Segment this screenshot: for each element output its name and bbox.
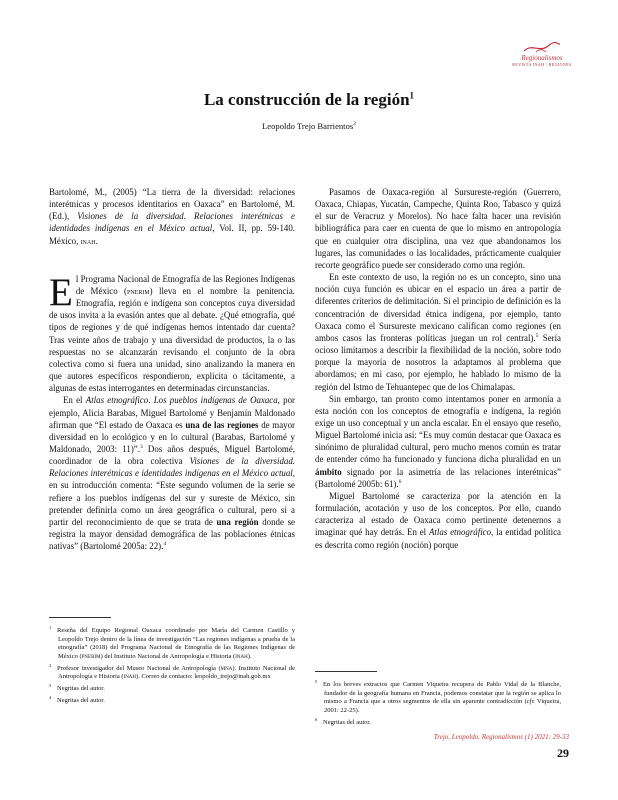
footnote-text: Negritas del autor. [57, 685, 105, 693]
footnote-number: 3 [49, 682, 52, 688]
bold-phrase: ámbito [315, 466, 342, 477]
acronym: inah [235, 652, 248, 660]
paragraph-text-2: signado por la asimetría de las relaciones interétnicas” (Bartolomé 2005b: 61). [315, 466, 561, 489]
paragraph-text: , en su introducción comenta: “Este segundo volumen de la serie se refiere a los pueblos indígenas del sur y sureste de México, sin pretender definirla como un área geográfica o cultural, pero si a partir del reconocimiento de que se trata de [49, 468, 295, 527]
footnote [315, 716, 561, 728]
footnote [315, 678, 561, 716]
paragraph-text: Dos años después, Miguel Bartolomé, coordinador de la obra colectiva [49, 443, 295, 467]
reference-publisher: inah [80, 235, 96, 246]
footnote-text: ). Correo de contacto: leopoldo_trejo@inah.gob.mx [136, 673, 271, 681]
body-paragraph [315, 490, 561, 551]
body-paragraph [315, 393, 561, 490]
footnote-italic: cfr. [526, 698, 535, 706]
footnote-text: ). [247, 652, 252, 660]
footnote-text: Viqueira, 2001: 22-25). [324, 698, 562, 714]
body-paragraph [49, 270, 296, 395]
body-paragraph [49, 394, 295, 552]
footnote-number: 4 [49, 694, 52, 700]
italic-title: Atlas etnográfico [429, 527, 492, 538]
logo-brand: Regionalismos [521, 54, 563, 62]
paragraph-text: donde se registra la mayor densidad demográfica de las poblaciones étnicas nativas” (Bartolomé 2005a: 22). [49, 516, 295, 552]
footnote-number: 6 [315, 716, 318, 722]
article-title [0, 90, 618, 110]
reviewed-reference [49, 186, 295, 247]
acronym: pnerim [81, 652, 101, 660]
footnote-text: Negritas del autor. [57, 696, 105, 704]
footnote-divider [49, 617, 111, 618]
footnote [49, 682, 295, 694]
footnote-text: ). Instituto Nacional de Antropología e Historia ( [58, 664, 295, 681]
paragraph-text: Miguel Bartolomé se caracteriza por la atención en la formulación, acotación y uso de los conceptos. Por ello, cuando caracteriza al estado de Oaxaca como pertinente detenernos a imaginar qué hay detrás. En el [315, 490, 561, 538]
footnotes-right [315, 671, 561, 727]
italic-title: Atlas etnográfico [85, 395, 149, 406]
logo-swash-icon [522, 42, 562, 54]
article-title-text: La construcción de la región [203, 90, 410, 109]
acronym: inah [123, 673, 137, 681]
running-footer: Trejo, Leopoldo. Regionalismos (1) 2021: 29-33 [433, 733, 569, 741]
footnote-number: 5 [315, 679, 318, 684]
bold-phrase: una región [216, 516, 259, 527]
footnote-ref: 4 [163, 541, 167, 548]
paragraph-text-2: ) lleva en el nombre la penitencia. Etnografía, región e indígena son conceptos cuya diversidad de usos invita a la evasión antes que al debate. ¿Qué etnografía, qué tipos de regiones y de qué indígenas hemos intentado dar cuenta? Tras veinte años de trabajo y una diversidad de productos, la o las respuestas no se alcanzarán revisando el conjunto de la obra colectiva como si fuera una unidad, sino analizando la manera en que autores específicos respondieron, explícita o tácitamente, a algunas de estas interrogantes en determinadas circunstancias. [49, 285, 296, 394]
reference-title: Visiones de la diversidad. Relaciones interétnicas e identidades indígenas en el México actual [49, 211, 295, 234]
paragraph-text: , por ejemplo, Alicia Barabas, Miguel Bartolomé y Benjamín Maldonado afirman que “El estado de Oaxaca es [49, 395, 295, 430]
paragraph-text: de mayor diversidad en lo ecológico y en lo cultural (Barabas, Bartolomé y Maldonado, 2003: 11)”. [49, 419, 295, 454]
footnote-text: Negritas del autor. [323, 718, 371, 726]
right-column [315, 186, 561, 551]
bold-phrase: una de las regiones [185, 419, 259, 430]
paragraph-text: En el [63, 395, 86, 406]
page-number: 29 [557, 746, 569, 760]
footnote-ref: 5 [535, 332, 539, 339]
footnote-text: En los breves extractos que Carmen Viqueira recupera de Pablo Vidal de la Blanche, fundador de la geografía humana en Francia, podemos constatar que la región se aplica lo mismo a Francia que a otros segmentos de ella sin aparente contradicción ( [323, 681, 561, 706]
footnote-number: 2 [49, 662, 52, 668]
footnote [49, 624, 295, 662]
footnote [49, 694, 295, 706]
author-note-ref: 2 [353, 121, 356, 128]
author-line [0, 121, 618, 131]
reference-text-2: , Vol. II, pp. 59-140. México, [49, 223, 296, 246]
body-paragraph [315, 271, 561, 393]
left-column [49, 186, 295, 552]
acronym: pnerim [127, 285, 150, 296]
paragraph-text: l Programa Nacional de Etnografía de las Regiones Indígenas de México ( [75, 273, 295, 296]
author-name: Leopoldo Trejo Barrientos [262, 121, 354, 131]
footnote-ref: 3 [139, 444, 143, 450]
italic-title: Los pueblos indígenas de Oaxaca [153, 395, 278, 406]
reference-text: Bartolomé, M., (2005) “La tierra de la diversidad: relaciones interétnicas y procesos identitarios en Oaxaca” en Bartolomé, M. (Ed.), [49, 187, 295, 222]
footnote-ref: 6 [398, 478, 402, 485]
paragraph-text: . [148, 395, 154, 406]
footnote-divider [315, 671, 377, 672]
reference-end: . [95, 235, 98, 246]
paragraph-text-2: Sería ocioso limitarnos a describir la flexibilidad de la noción, sobre todo porque la mayoría de nosotros la adaptamos al problema que abordamos; en mi caso, por ejemplo, he hablado lo mismo de la región del Istmo de Tehuantepec que de los Chimalapas. [315, 332, 561, 392]
footnote-number: 1 [49, 625, 52, 630]
paragraph-text: En este contexto de uso, la región no es un concepto, sino una noción cuya función es ubicar en el espacio un área a partir de diferentes criterios de delimitación. Si el principio de definición es la concentración de diversidad étnica indígena, por ejemplo, tanto Oaxaca como el Sursureste mexicano califican como regiones (en ambos casos las fronteras políticas juegan un rol central). [315, 272, 561, 343]
title-note-ref: 1 [409, 90, 415, 101]
paragraph-text-2: , la entidad política es descrita como región (noción) porque [315, 527, 561, 550]
drop-cap: E [49, 270, 73, 314]
logo-subtitle: REVISTA INAH / REGIONES [512, 62, 572, 67]
footnote-text: Profesor investigador del Museo Nacional de Antropología ( [57, 664, 221, 672]
journal-logo [502, 42, 582, 72]
acronym: mna [220, 664, 233, 672]
footnote-text: Reseña del Equipo Regional Oaxaca coordinado por María del Carmen Castillo y Leopoldo Trejo dentro de la línea de investigación “Las regiones indígenas a prueba de la etnografía” (2018) del Programa Nacional de Etnografía de las Regiones Indígenas de México ( [57, 627, 295, 660]
body-paragraph: Pasamos de Oaxaca-región al Sursureste-región (Guerrero, Oaxaca, Chiapas, Yucatán, Campeche, Quinta Roo, Tabasco y quizá el sur de Veracruz y Morelos). No hace falta hacer una revisión bibliográfica para caer en cuenta de que lo mismo en antropología que en cualquier otra disciplina, una vez que abandonamos los lugares, las comunidades o las localidades, prácticamente cualquier recorte geográfico puede ser considerado como una región. [315, 187, 561, 270]
footnote-text: ) del Instituto Nacional de Antropología e Historia ( [100, 652, 236, 660]
footnotes-left [49, 617, 295, 705]
footnote [49, 662, 295, 682]
paragraph-text: Sin embargo, tan pronto como intentamos poner en armonía a esta noción con los conceptos de etnografía e indígena, la región exige un uso conceptual y un ancla escalar. En el ensayo que reseño, Miguel Bartolomé inicia así: “Es muy común destacar que Oaxaca es sinónimo de pluralidad cultural, pero mucho menos común es tratar de entender cómo ha funcionado y funciona dicha pluralidad en un [315, 393, 561, 465]
italic-title: Visiones de la diversidad. Relaciones interétnicas e identidades indígenas en el México actual [49, 456, 295, 479]
